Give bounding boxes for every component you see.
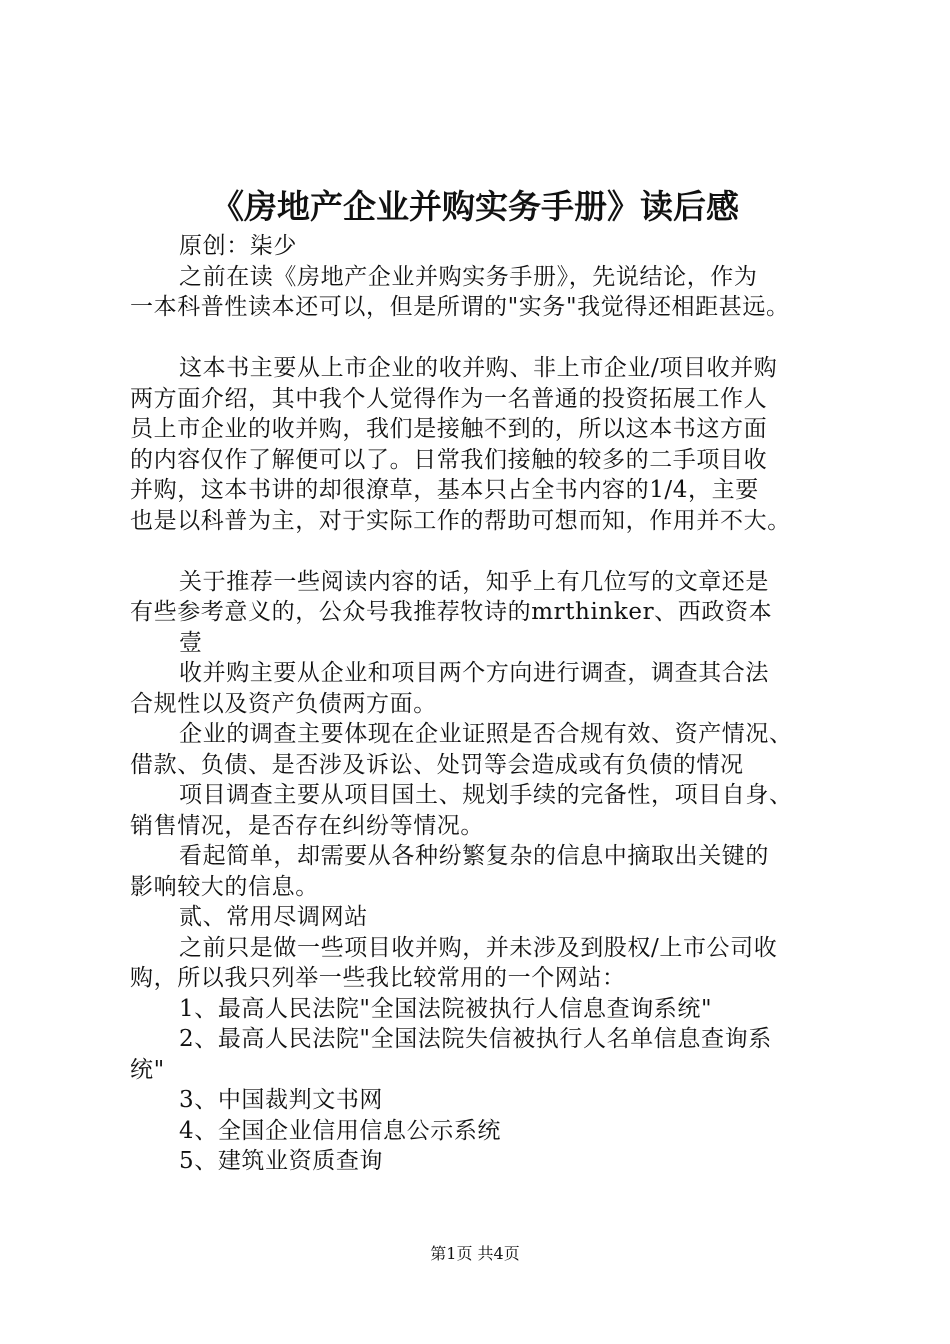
paragraph-line: 销售情况，是否存在纠纷等情况。 <box>130 812 484 839</box>
paragraph-line: 2、最高人民法院"全国法院失信被执行人名单信息查询系 <box>179 1026 772 1052</box>
paragraph-line: 之前只是做一些项目收并购，并未涉及到股权/上市公司收 <box>179 934 778 961</box>
paragraph-line: 有些参考意义的，公众号我推荐牧诗的mrthinker、西政资本 <box>130 599 773 625</box>
paragraph-line: 壹 <box>179 629 203 656</box>
paragraph-line: 看起简单，却需要从各种纷繁复杂的信息中摘取出关键的 <box>179 843 769 869</box>
paragraph-line: 之前在读《房地产企业并购实务手册》，先说结论，作为 <box>179 263 758 290</box>
paragraph-line: 统" <box>130 1056 165 1083</box>
paragraph-line: 1、最高人民法院"全国法院被执行人信息查询系统" <box>179 995 713 1022</box>
paragraph-line: 4、全国企业信用信息公示系统 <box>179 1117 502 1144</box>
paragraph-line: 贰、常用尽调网站 <box>179 904 368 930</box>
paragraph-line: 项目调查主要从项目国土、规划手续的完备性，项目自身、 <box>179 782 793 808</box>
paragraph-line: 并购，这本书讲的却很潦草，基本只占全书内容的1/4，主要 <box>130 477 759 503</box>
page-footer: 第1页 共4页 <box>430 1244 520 1263</box>
paragraph-line: 原创：柒少 <box>179 233 297 259</box>
document-body <box>130 231 830 1177</box>
paragraph-line: 也是以科普为主，对于实际工作的帮助可想而知，作用并不大。 <box>130 507 791 534</box>
paragraph-line: 企业的调查主要体现在企业证照是否合规有效、资产情况、 <box>179 721 793 747</box>
paragraph-line: 这本书主要从上市企业的收并购、非上市企业/项目收并购 <box>179 355 778 381</box>
document-title: 《房地产企业并购实务手册》读后感 <box>211 187 739 226</box>
paragraph-line: 5、建筑业资质查询 <box>179 1148 384 1174</box>
paragraph-line: 影响较大的信息。 <box>130 873 319 900</box>
paragraph-line: 关于推荐一些阅读内容的话，知乎上有几位写的文章还是 <box>179 568 769 595</box>
paragraph-line: 一本科普性读本还可以，但是所谓的"实务"我觉得还相距甚远。 <box>130 294 790 320</box>
paragraph-line: 3、中国裁判文书网 <box>179 1087 384 1113</box>
blank-line <box>130 323 830 354</box>
paragraph-line: 收并购主要从企业和项目两个方向进行调查，调查其合法 <box>179 660 769 686</box>
paragraph-line: 员上市企业的收并购，我们是接触不到的，所以这本书这方面 <box>130 416 768 442</box>
paragraph-line: 两方面介绍，其中我个人觉得作为一名普通的投资拓展工作人 <box>130 385 768 412</box>
paragraph-line: 的内容仅作了解便可以了。日常我们接触的较多的二手项目收 <box>130 446 768 473</box>
paragraph-line: 借款、负债、是否涉及诉讼、处罚等会造成或有负债的情况 <box>130 751 744 778</box>
blank-line <box>130 536 830 567</box>
paragraph-line: 购，所以我只列举一些我比较常用的一个网站： <box>130 965 626 991</box>
paragraph-line: 合规性以及资产负债两方面。 <box>130 690 437 717</box>
